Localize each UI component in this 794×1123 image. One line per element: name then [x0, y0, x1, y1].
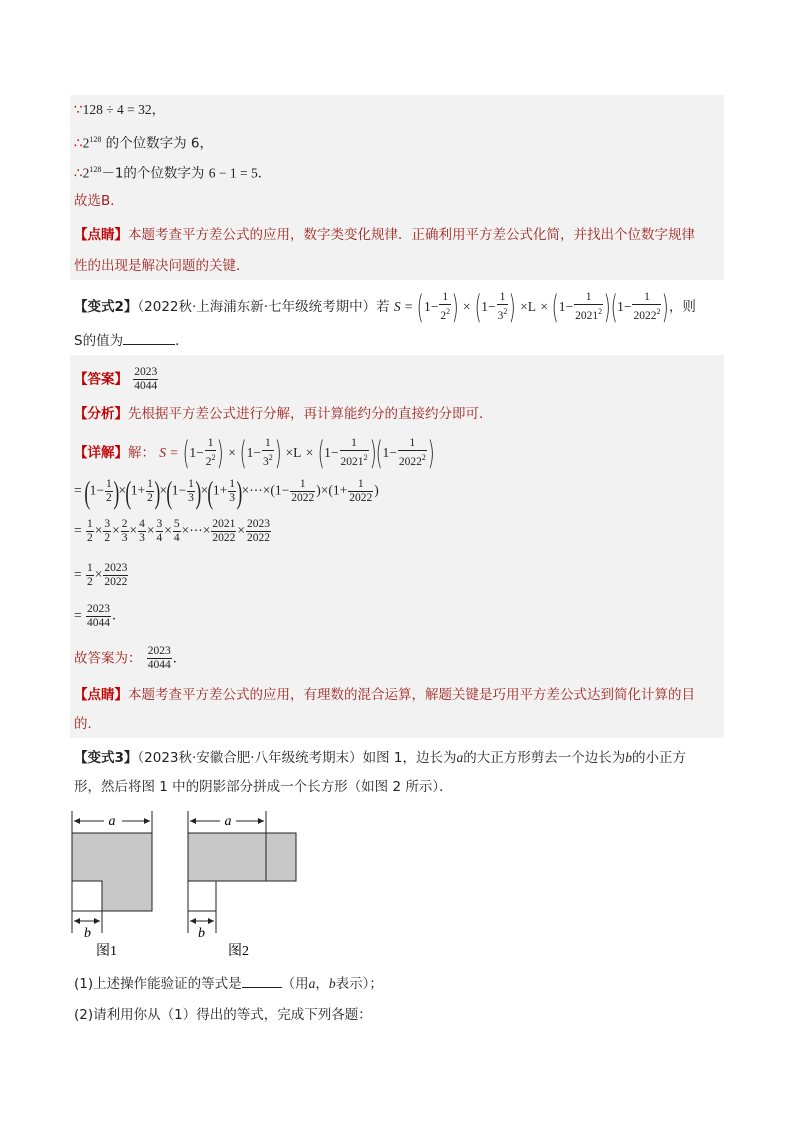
fig1-caption: 图1	[96, 944, 117, 959]
q1-answer-blank	[242, 973, 282, 988]
fig1-label-a: a	[108, 814, 116, 829]
fig1-small-square	[72, 881, 102, 911]
figure-1	[72, 811, 152, 959]
fig2-rect-right	[266, 833, 296, 881]
fig2-rect-left	[188, 833, 266, 881]
fig1-label-b: b	[84, 926, 91, 941]
v2-detail-step3: = $\frac{1}{2}$ × $\frac{3}{2}$ × $\frac{2}{3}$ × $\frac{4}{3}$ × $\frac{3}{4}$ × $\frac{5}{4}$ ×⋯× $\frac{2021}{2022}$ × $\frac{2023}{2022}$	[74, 518, 270, 544]
v3-q2: (2)请利用你从（1）得出的等式，完成下列各题：	[74, 1007, 372, 1023]
comment-top-line2: 性的出现是解决问题的关键．	[74, 258, 250, 274]
v2-detail-step5: = $\frac{2023}{4044}$ ．	[74, 603, 126, 629]
v2-analysis: 【分析】先根据平方差公式进行分解，再计算能约分的直接约分即可．	[74, 406, 493, 422]
comment-v2-line2: 的．	[74, 716, 101, 732]
v2-detail-step4: = $\frac{1}{2}$ × $\frac{2023}{2022}$	[74, 562, 128, 588]
v2-final-answer: 故答案为： $\frac{2023}{4044}$ ．	[74, 645, 187, 671]
v2-detail-step2: = (1− $\frac{1}{2}$ )×(1+ $\frac{1}{2}$ )×(1− $\frac{1}{3}$ )×(1+ $\frac{1}{3}$ )×⋯×(1− $\frac{1}{2022}$ )×(1+ $\frac{1}{2022}$ )	[74, 473, 379, 510]
fig2-label-a: a	[224, 814, 232, 829]
figure-diagrams	[60, 805, 320, 960]
solution-line-3: $\therefore 2^{128}-1$的个位数字为 6 − 1 = 5．	[74, 165, 272, 182]
comment-v2: 【点睛】本题考查平方差公式的应用，有理数的混合运算，解题关键是巧用平方差公式达到简化计算的目	[74, 687, 695, 703]
v3-q1: (1)上述操作能验证的等式是 （用a，b表示）；	[74, 973, 383, 994]
v3-question: 【变式3】（2023秋·安徽合肥·八年级统考期末）如图 1，边长为a的大正方形剪去一个边长为b的小正方	[74, 750, 686, 766]
v2-question-line2: S的值为 ．	[74, 330, 189, 351]
v3-question-line2: 形，然后将图 1 中的阴影部分拼成一个长方形（如图 2 所示）．	[74, 779, 453, 795]
comment-top: 【点睛】本题考查平方差公式的应用，数字类变化规律．正确利用平方差公式化简，并找出个位数字规律	[74, 227, 695, 243]
fig2-caption: 图2	[228, 944, 249, 959]
v2-detail-step1: 【详解】解： S = (1− $\frac{1}{2^2}$ ) × (1− $\frac{1}{3^2}$ ) ×L × (1− $\frac{1}{2021^2}$ )(1− $\frac{1}{2022^2}$ )	[74, 433, 435, 472]
fig2-label-b: b	[198, 926, 205, 941]
solution-line-2: $\therefore 2^{128}$ 的个位数字为 6，	[74, 135, 214, 152]
solution-line-1: ∵128 ÷ 4 = 32，	[74, 102, 166, 118]
solution-line-4: 故选B．	[74, 193, 124, 209]
figure-2	[188, 811, 296, 959]
v2-question: 【变式2】（2022秋·上海浦东新·七年级统考期中）若 S = (1− $\frac{1}{2^2}$ ) × (1− $\frac{1}{3^2}$ ) ×L × (1− $\frac{1}{2021^2}$ )(1− $\frac{1}{2022^2}$ )，则	[74, 287, 696, 326]
v2-answer: 【答案】 $\frac{2023}{4044}$	[74, 366, 158, 392]
answer-blank	[123, 330, 175, 345]
solution-block-top	[70, 95, 724, 280]
